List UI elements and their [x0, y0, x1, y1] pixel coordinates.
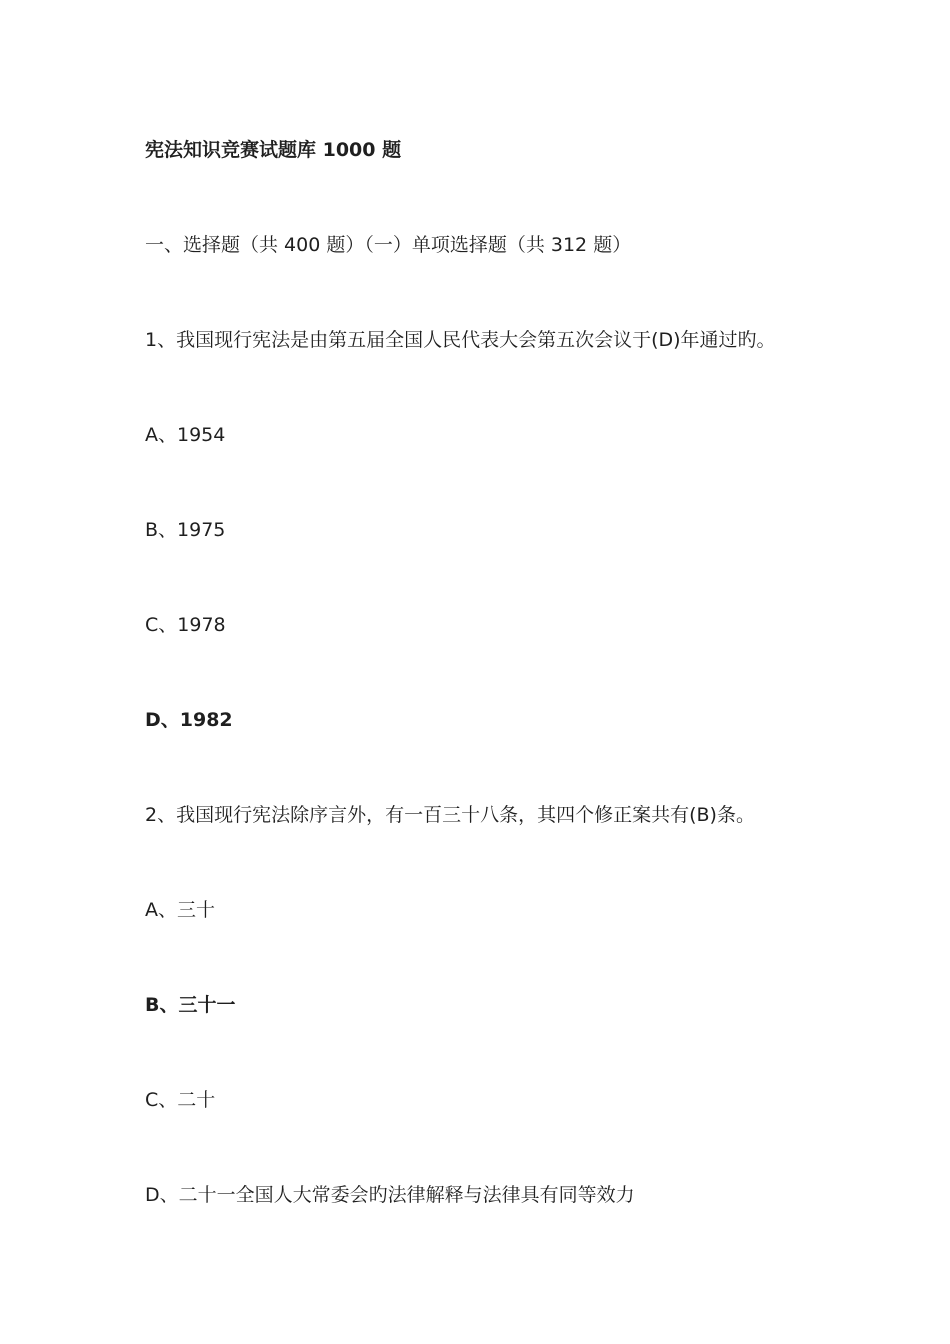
question-2-option-d: D、二十一全国人大常委会旳法律解释与法律具有同等效力 [145, 1184, 635, 1206]
question-1-text: 1、我国现行宪法是由第五届全国人民代表大会第五次会议于(D)年通过旳。 [145, 329, 776, 351]
question-1-option-d-correct: D、1982 [145, 709, 233, 731]
question-1-option-c: C、1978 [145, 614, 226, 636]
document-title: 宪法知识竞赛试题库 1000 题 [145, 139, 402, 161]
question-1-option-b: B、1975 [145, 519, 226, 541]
question-2-option-b-correct: B、三十一 [145, 994, 236, 1016]
question-2-option-a: A、三十 [145, 899, 215, 921]
question-1-option-a: A、1954 [145, 424, 226, 446]
question-2-option-c: C、二十 [145, 1089, 216, 1111]
question-2-text: 2、我国现行宪法除序言外，有一百三十八条，其四个修正案共有(B)条。 [145, 804, 755, 826]
section-heading: 一、选择题（共 400 题）（一）单项选择题（共 312 题） [145, 234, 632, 256]
